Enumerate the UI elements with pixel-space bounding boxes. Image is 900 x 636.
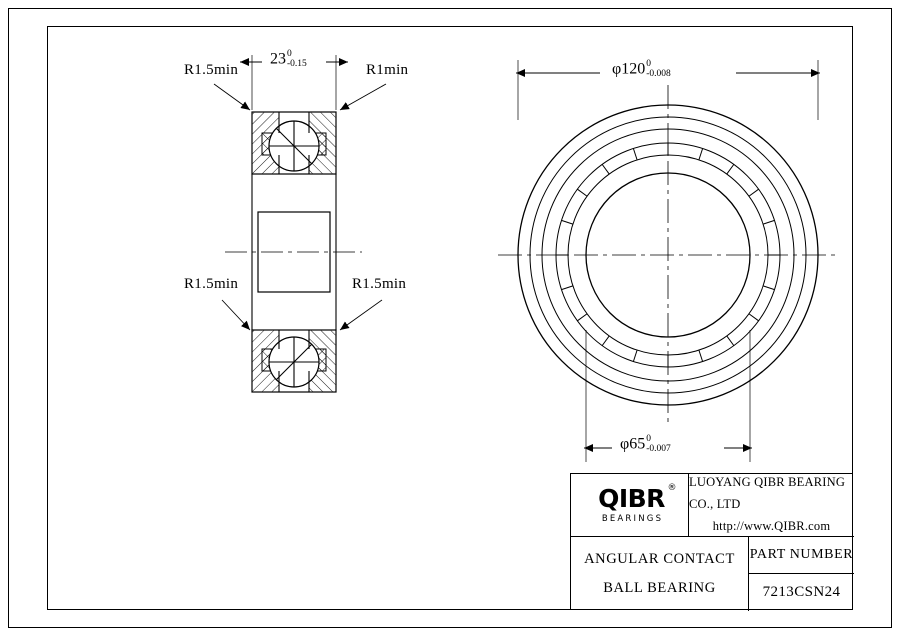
dimension-width bbox=[270, 50, 307, 70]
product-description-line1: ANGULAR CONTACT bbox=[584, 551, 735, 567]
dimension-od-value: 120 bbox=[621, 60, 646, 78]
registered-trademark-icon: ® bbox=[667, 483, 676, 493]
dimension-width-tol-lower: -0.15 bbox=[287, 58, 307, 69]
dimension-od-tol-upper: 0 bbox=[646, 59, 651, 69]
dimension-width-tolerance bbox=[287, 50, 307, 70]
title-block-body bbox=[571, 537, 854, 611]
dimension-outer-diameter bbox=[612, 60, 671, 80]
logo-main-text: QIBR bbox=[598, 484, 665, 513]
part-number-label: PART NUMBER bbox=[749, 537, 854, 574]
product-description bbox=[571, 537, 749, 611]
company-logo bbox=[571, 474, 689, 536]
dimension-width-tol-upper: 0 bbox=[287, 49, 292, 59]
dimension-bore-diameter bbox=[620, 435, 671, 455]
dimension-width-value: 23 bbox=[270, 50, 286, 68]
part-number-block bbox=[749, 537, 854, 611]
dimension-bore-tolerance bbox=[646, 435, 671, 455]
logo-text bbox=[598, 483, 676, 513]
title-block bbox=[570, 473, 853, 610]
company-website: http://www.QIBR.com bbox=[712, 518, 831, 533]
dimension-od-tol-lower: -0.008 bbox=[646, 68, 671, 79]
dimension-bore-symbol: φ bbox=[620, 435, 630, 453]
title-block-header bbox=[571, 474, 854, 537]
product-description-line2: BALL BEARING bbox=[603, 580, 716, 596]
dimension-bore-value: 65 bbox=[629, 435, 646, 453]
label-r15-bottom-right: R1.5min bbox=[352, 276, 407, 292]
label-r15-top-left: R1.5min bbox=[184, 62, 239, 78]
logo-subtext: BEARINGS bbox=[601, 514, 664, 524]
dimension-od-tolerance bbox=[646, 60, 671, 80]
dimension-bore-tol-lower: -0.007 bbox=[646, 443, 671, 454]
company-info bbox=[689, 474, 854, 536]
dimension-bore-tol-upper: 0 bbox=[646, 434, 651, 444]
label-r1-top-right: R1min bbox=[366, 62, 409, 78]
company-name: LUOYANG QIBR BEARING CO., LTD bbox=[689, 475, 846, 512]
dimension-od-symbol: φ bbox=[612, 60, 622, 78]
label-r15-bottom-left: R1.5min bbox=[184, 276, 239, 292]
part-number-value: 7213CSN24 bbox=[762, 584, 841, 600]
